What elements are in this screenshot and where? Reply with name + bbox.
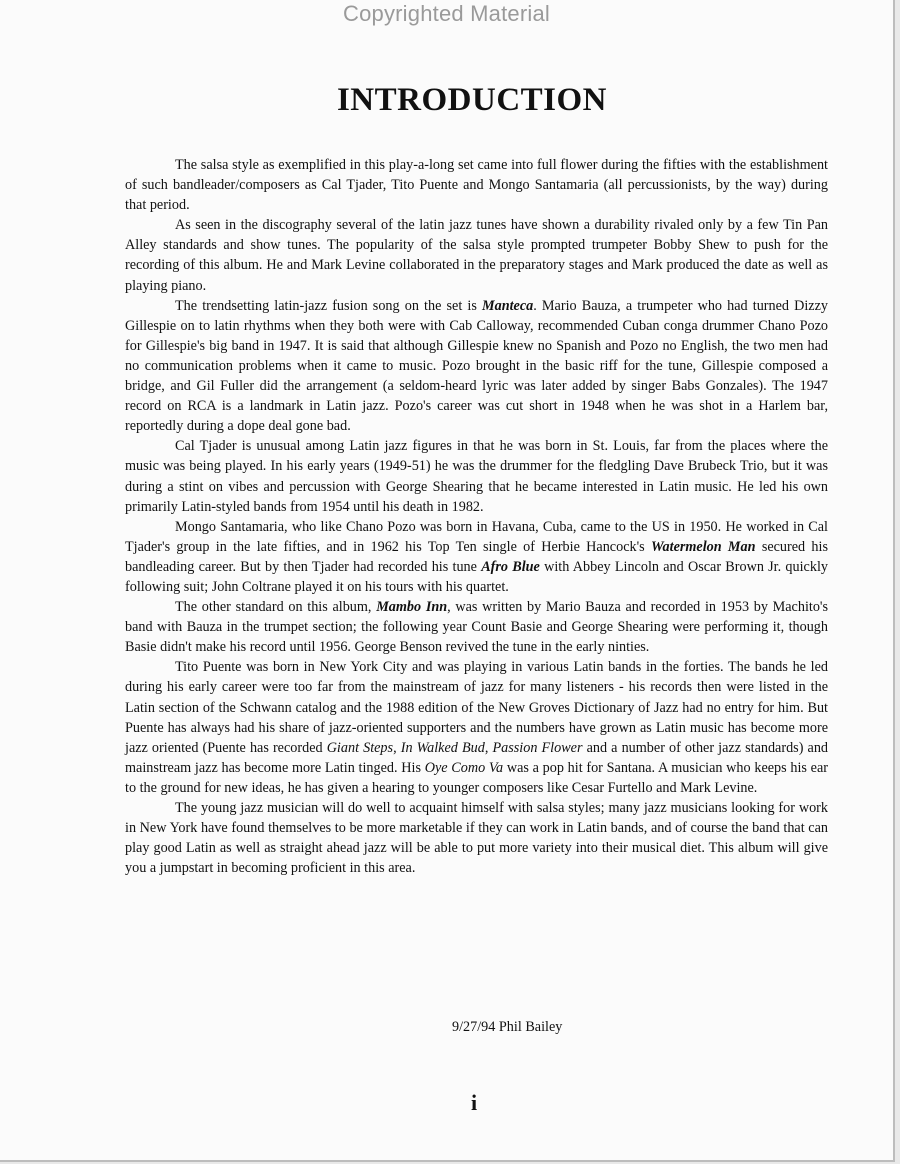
title-italic: Oye Como Va bbox=[424, 759, 504, 776]
introduction-body bbox=[125, 155, 828, 878]
text-run: , bbox=[484, 739, 493, 756]
text-run: with Abbey Lincoln and Oscar Brown Jr. quickly following suit; John Coltrane played it on his tours with his quartet. bbox=[125, 558, 828, 595]
text-run: The young jazz musician will do well to acquaint himself with salsa styles; many jazz musicians looking for work in New York have found themselves to be more marketable if they can work in Latin bands, and of course the band that can play good Latin as well as straight ahead jazz will be able to put more variety into their musical diet. This album will give you a jumpstart in becoming proficient in this area. bbox=[125, 800, 828, 877]
text-run: Tito Puente was born in New York City and was playing in various Latin bands in the forties. The bands he led during his early career were too far from the mainstream of jazz for many listeners - his records then were listed in the Latin section of the Schwann catalog and the 1988 edition of the New Groves Dictionary of Jazz had no entry for him. But Puente has always had his share of jazz-oriented supporters and the numbers have grown as Latin music has become more jazz oriented (Puente has recorded bbox=[125, 659, 828, 756]
text-run: , bbox=[393, 739, 401, 756]
text-run: Mongo Santamaria, who like Chano Pozo was born in Havana, Cuba, came to the US in 1950. He worked in Cal Tjader's group in the late fifties, and in 1962 his Top Ten single of Herbie Hancock's bbox=[125, 518, 828, 555]
title-emphasis: Watermelon Man bbox=[650, 538, 756, 555]
text-run: Cal Tjader is unusual among Latin jazz figures in that he was born in St. Louis, far from the places where the music was being played. In his early years (1949-51) he was the drummer for the fledgling Dave Brubeck Trio, but it was during a stint on vibes and percussion with George Shearing that he became interested in Latin music. He led his own primarily Latin-styled bands from 1954 until his death in 1982. bbox=[125, 438, 828, 515]
title-emphasis: Manteca bbox=[482, 297, 534, 314]
title-italic: Passion Flower bbox=[492, 739, 583, 756]
text-run: secured his bandleading career. But by then Tjader had recorded his tune bbox=[125, 538, 828, 575]
title-emphasis: Afro Blue bbox=[481, 558, 540, 575]
text-run: . Mario Bauza, a trumpeter who had turned Dizzy Gillespie on to latin rhythms when they both were with Cab Calloway, recommended Cuban conga drummer Chano Pozo for Gillespie's big band in 1947. It is said that although Gillespie knew no Spanish and Pozo no English, the two men had no communication problems when it came to music. Pozo brought in the basic riff for the tune, Gillespie composed a bridge, and Gil Fuller did the arrangement (a seldom-heard lyric was later added by singer Babs Gonzales). The 1947 record on RCA is a landmark in Latin jazz. Pozo's career was cut short in 1948 when he was shot in a Harlem bar, reportedly during a dope deal gone bad. bbox=[125, 297, 829, 435]
text-run: The other standard on this album, bbox=[175, 599, 377, 616]
paragraph bbox=[125, 436, 828, 516]
paragraph bbox=[125, 657, 828, 798]
signature-line: 9/27/94 Phil Bailey bbox=[452, 1019, 563, 1035]
text-run: The salsa style as exemplified in this play-a-long set came into full flower during the fifties with the establishment of such bandleader/composers as Cal Tjader, Tito Puente and Mongo Santamaria (all percussionists, by the way) during that period. bbox=[125, 157, 828, 214]
title-emphasis: Mambo Inn bbox=[376, 599, 448, 616]
page-title: INTRODUCTION bbox=[336, 82, 608, 118]
copyright-watermark: Copyrighted Material bbox=[343, 1, 550, 26]
paragraph bbox=[125, 798, 828, 878]
page-number: i bbox=[470, 1090, 478, 1115]
text-run: The trendsetting latin-jazz fusion song on the set is bbox=[175, 297, 483, 314]
paragraph bbox=[125, 215, 828, 295]
text-run: was a pop hit for Santana. A musician who keeps his ear to the ground for new ideas, he has given a hearing to younger composers like Cesar Furtello and Mark Levine. bbox=[125, 759, 828, 796]
text-run: , was written by Mario Bauza and recorded in 1953 by Machito's band with Bauza in the trumpet section; the following year Count Basie and George Shearing were performing it, though Basie didn't make his record until 1956. George Benson revived the tune in the early ninties. bbox=[125, 599, 829, 656]
paragraph bbox=[125, 296, 828, 437]
paragraph bbox=[125, 517, 828, 597]
paragraph bbox=[125, 597, 828, 657]
paragraph bbox=[125, 155, 828, 215]
text-run: and a number of other jazz standards) and mainstream jazz has become more Latin tinged. His bbox=[125, 739, 829, 776]
text-run: As seen in the discography several of the latin jazz tunes have shown a durability rivaled only by a few Tin Pan Alley standards and show tunes. The popularity of the salsa style prompted trumpeter Bobby Shew to push for the recording of this album. He and Mark Levine collaborated in the preparatory stages and Mark produced the date as well as playing piano. bbox=[125, 217, 828, 294]
title-italic: Giant Steps bbox=[326, 739, 394, 756]
title-italic: In Walked Bud bbox=[400, 739, 485, 756]
